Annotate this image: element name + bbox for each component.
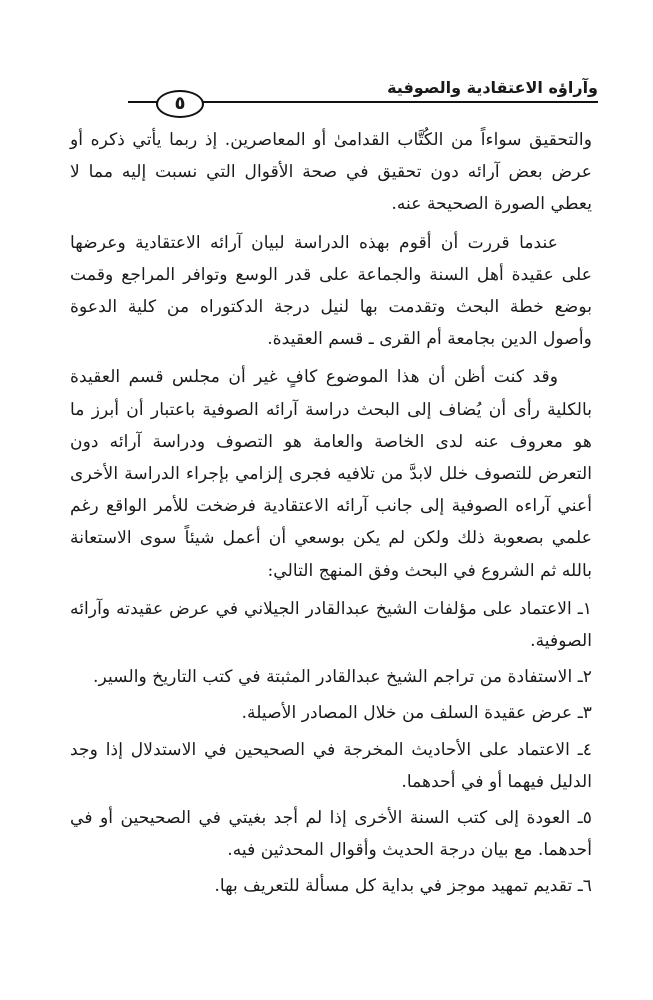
list-item-4: ٤ـ الاعتماد على الأحاديث المخرجة في الصحيحين في الاستدلال إذا وجد الدليل فيهما أو في أحدهما. [70,739,592,792]
list-item-6: ٦ـ تقديم تمهيد موجز في بداية كل مسألة للتعريف بها. [214,876,592,897]
list-item-5: ٥ـ العودة إلى كتب السنة الأخرى إذا لم أجد بغيتي في الصحيحين أو في أحدهما. مع بيان درجة الحديث وأقوال المحدثين فيه. [70,808,592,861]
paragraph-1: والتحقيق سواءاً من الكُتَّاب القدامىٰ أو المعاصرين. إذ ربما يأتي ذكره أو عرض بعض آرائه دون تحقيق في صحة الأقوال التي نسبت إليه مما لا يعطي الصورة الصحيحة عنه. [70,130,592,215]
paragraph-3: وقد كنت أظن أن هذا الموضوع كافٍ غير أن مجلس قسم العقيدة بالكلية رأى أن يُضاف إلى البحث دراسة آرائه الصوفية باعتبار أن أبرز ما هو معروف عنه لدى الخاصة والعامة هو التصوف ودراسة آرائه دون التعرض للتصوف خلل لابدَّ من تلافيه فجرى إلزامي بإجراء الدراسة الأخرى أعني آراءه الصوفية إلى جانب آرائه الاعتقادية فرضخت للأمر الواقع رغم علمي بصعوبة ذلك ولكن لم يكن بوسعي أن أعمل شيئاً سوى الاستعانة بالله ثم الشروع في البحث وفق المنهج التالي: [70,367,592,581]
page-number: ٥ [156,90,204,118]
running-header-title: وآراؤه الاعتقادية والصوفية [387,78,598,97]
list-item-3: ٣ـ عرض عقيدة السلف من خلال المصادر الأصيلة. [241,703,592,724]
list-item-1: ١ـ الاعتماد على مؤلفات الشيخ عبدالقادر الجيلاني في عرض عقيدته وآرائه الصوفية. [70,598,592,652]
paragraph-2: عندما قررت أن أقوم بهذه الدراسة لبيان آرائه الاعتقادية وعرضها على عقيدة أهل السنة والجماعة على قدر الوسع وتوافر المراجع وقمت بوضع خطة البحث وتقدمت بها لنيل درجة الدكتوراه من كلية الدعوة وأصول الدين بجامعة أم القرى ـ قسم العقيدة. [70,232,592,350]
list-item-2: ٢ـ الاستفادة من تراجم الشيخ عبدالقادر المثبتة في كتب التاريخ والسير. [93,667,592,688]
page-body [70,124,592,907]
